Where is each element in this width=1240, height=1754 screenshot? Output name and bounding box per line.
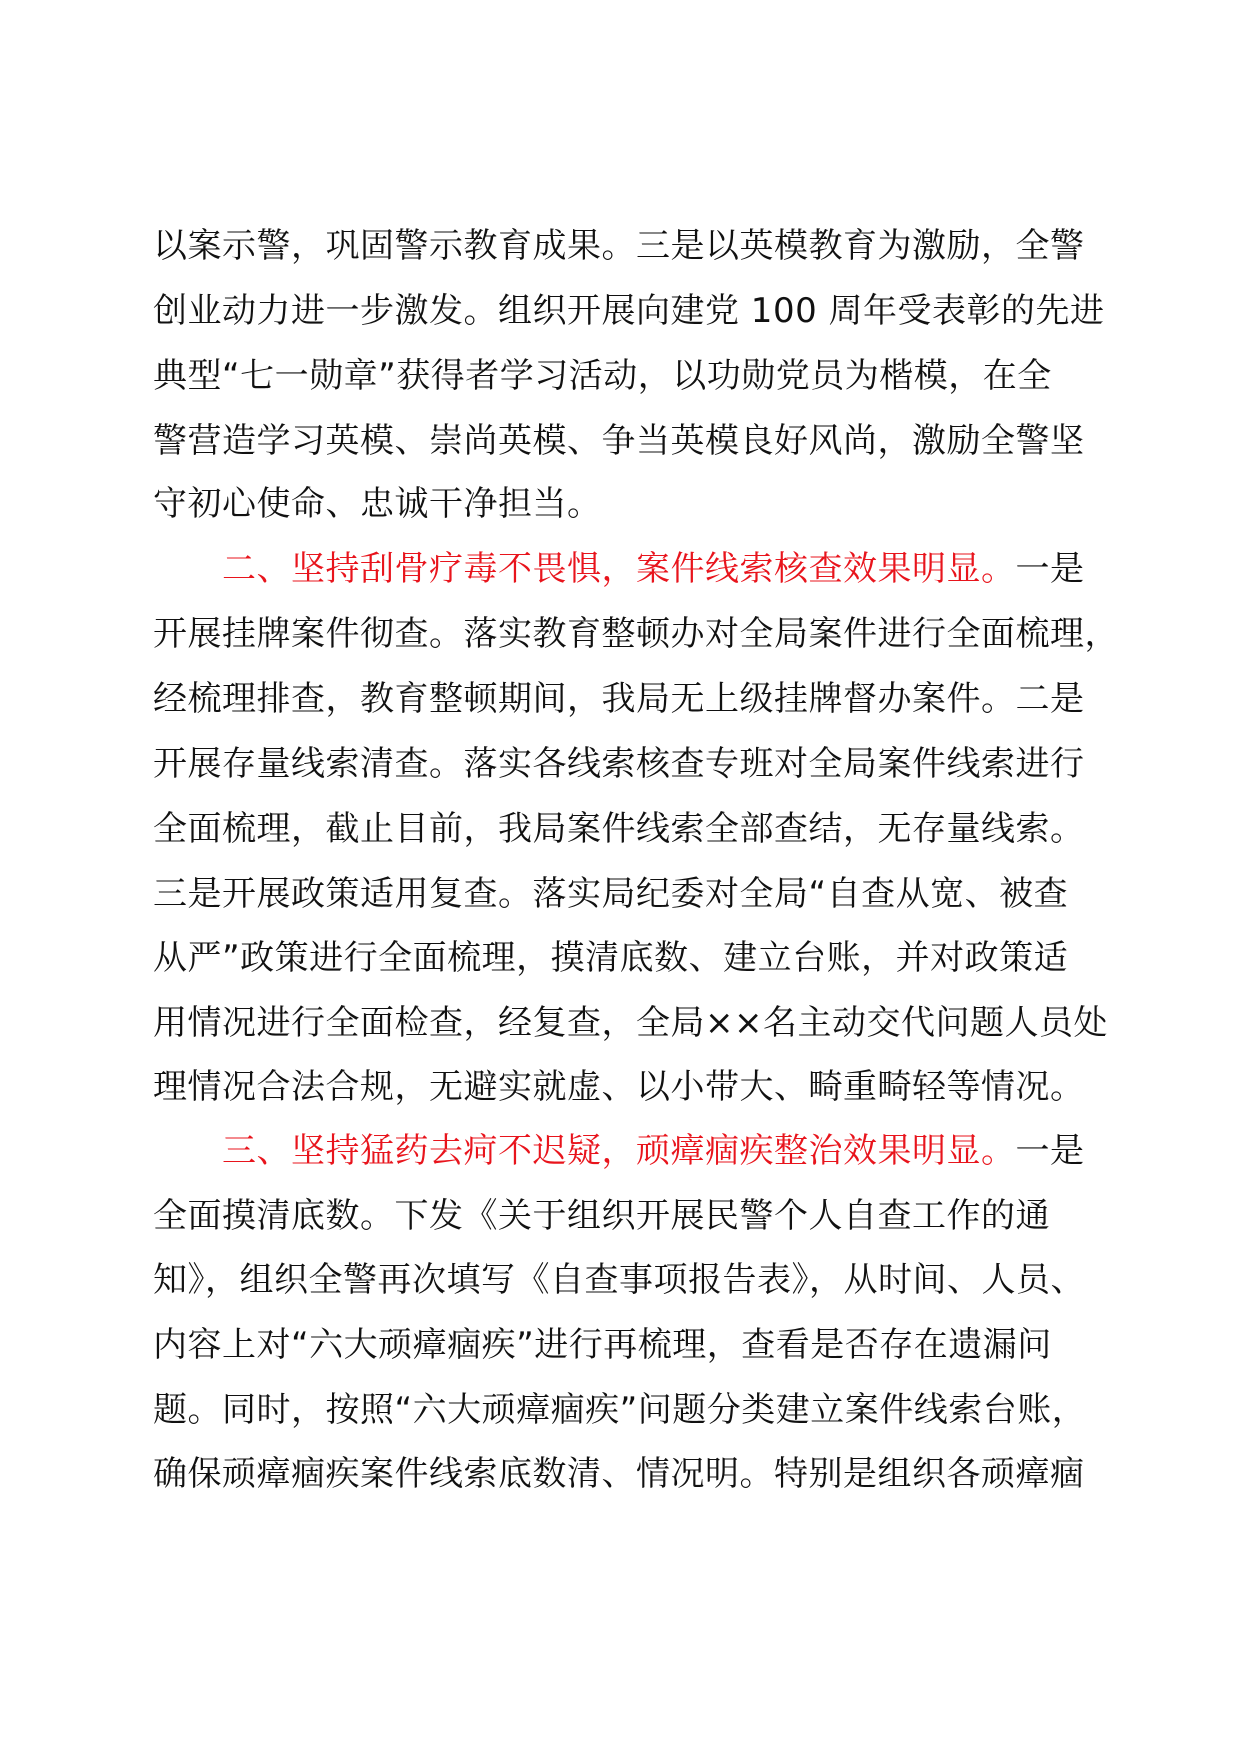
line-text: 创业动力进一步激发。组织开展向建党 100 周年受表彰的先进 — [153, 291, 1105, 331]
line-text: 守初心使命、忠诚干净担当。 — [153, 484, 602, 524]
body-line — [153, 214, 1113, 278]
line-text: 全面摸清底数。下发《关于组织开展民警个人自查工作的通 — [153, 1196, 1050, 1236]
line-text: 警营造学习英模、崇尚英模、争当英模良好风尚，激励全警坚 — [153, 421, 1085, 461]
line-text: 开展存量线索清查。落实各线索核查专班对全局案件线索进行 — [153, 744, 1085, 784]
line-text: 经梳理排查，教育整顿期间，我局无上级挂牌督办案件。二是 — [153, 679, 1085, 719]
line-text: 三是开展政策适用复查。落实局纪委对全局“自查从宽、被查 — [153, 874, 1069, 914]
section-heading-line — [222, 1119, 1182, 1183]
body-line — [153, 1442, 1113, 1506]
line-text: 题。同时，按照“六大顽瘴痼疾”问题分类建立案件线索台账， — [153, 1390, 1087, 1430]
line-text: 知》，组织全警再次填写《自查事项报告表》，从时间、人员、 — [153, 1260, 1085, 1300]
section-heading: 三、坚持猛药去疴不迟疑，顽瘴痼疾整治效果明显。 — [222, 1131, 1016, 1171]
body-line — [153, 1378, 1113, 1442]
line-text: 开展挂牌案件彻查。落实教育整顿办对全局案件进行全面梳理， — [153, 614, 1119, 654]
line-text: 从严”政策进行全面梳理，摸清底数、建立台账，并对政策适 — [153, 938, 1069, 978]
body-line — [153, 409, 1113, 473]
line-text: 以案示警，巩固警示教育成果。三是以英模教育为激励，全警 — [153, 226, 1085, 266]
body-line — [153, 1313, 1113, 1377]
line-text: 用情况进行全面检查，经复查，全局××名主动交代问题人员处 — [153, 1003, 1108, 1043]
body-line — [153, 926, 1113, 990]
line-text: 理情况合法合规，无避实就虚、以小带大、畸重畸轻等情况。 — [153, 1067, 1085, 1107]
body-line — [153, 1184, 1113, 1248]
body-line — [153, 862, 1113, 926]
section-heading: 二、坚持刮骨疗毒不畏惧，案件线索核查效果明显。 — [222, 549, 1016, 589]
body-line — [153, 797, 1113, 861]
body-line — [153, 732, 1113, 796]
line-text: 确保顽瘴痼疾案件线索底数清、情况明。特别是组织各顽瘴痼 — [153, 1454, 1085, 1494]
body-line — [153, 279, 1113, 343]
body-line — [153, 472, 1113, 536]
section-heading-line — [222, 537, 1182, 601]
line-text: 内容上对“六大顽瘴痼疾”进行再梳理，查看是否存在遗漏问 — [153, 1325, 1052, 1365]
body-line — [153, 602, 1119, 666]
body-line — [153, 991, 1113, 1055]
body-line — [153, 344, 1113, 408]
body-line — [153, 1055, 1113, 1119]
line-text: 一是 — [1015, 1131, 1085, 1171]
body-line — [153, 1248, 1113, 1312]
line-text: 全面梳理，截止目前，我局案件线索全部查结，无存量线索。 — [153, 809, 1085, 849]
line-text: 一是 — [1015, 549, 1085, 589]
body-line — [153, 667, 1113, 731]
line-text: 典型“七一勋章”获得者学习活动，以功勋党员为楷模，在全 — [153, 356, 1052, 396]
